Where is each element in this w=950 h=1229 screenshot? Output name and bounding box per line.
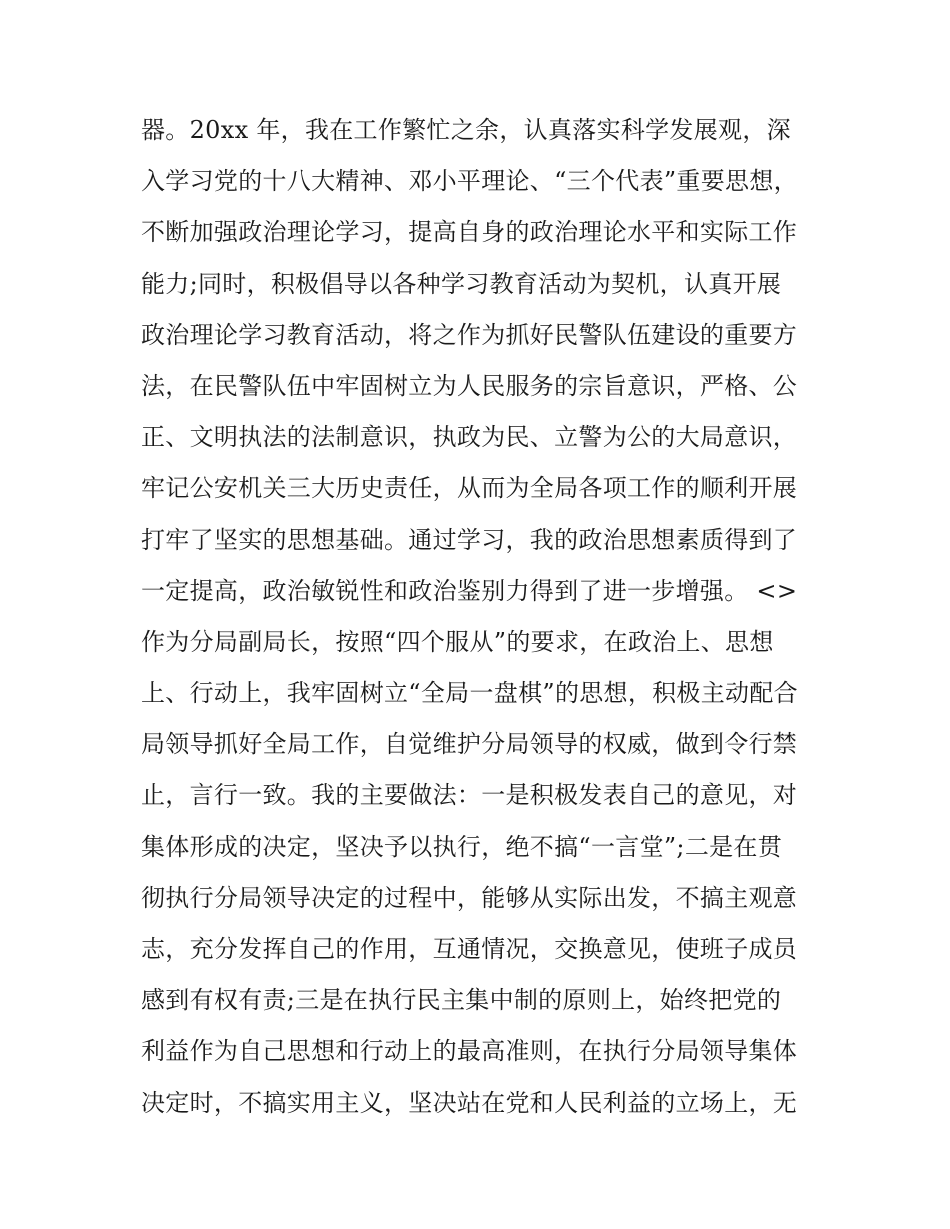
text-line: 志，充分发挥自己的作用，互通情况，交换意见，使班子成员 — [141, 935, 798, 963]
text-line: 政治理论学习教育活动，将之作为抓好民警队伍建设的重要方 — [141, 320, 798, 349]
text-line: 牢记公安机关三大历史责任，从而为全局各项工作的顺利开展 — [141, 474, 798, 503]
text-line: 器。20xx 年，我在工作繁忙之余，认真落实科学发展观，深 — [141, 116, 791, 144]
text-line: 决定时，不搞实用主义，坚决站在党和人民利益的立场上，无 — [141, 1088, 798, 1117]
text-line: 法，在民警队伍中牢固树立为人民服务的宗旨意识，严格、公 — [141, 371, 798, 400]
text-line: 感到有权有责;三是在执行民主集中制的原则上，始终把党的 — [141, 986, 782, 1015]
text-line: 正、文明执法的法制意识，执政为民、立警为公的大局意识， — [141, 423, 798, 452]
text-line: 入学习党的十八大精神、邓小平理论、“三个代表”重要思想， — [141, 167, 798, 196]
text-line: 不断加强政治理论学习，提高自身的政治理论水平和实际工作 — [141, 218, 798, 247]
body-text — [141, 105, 821, 1129]
text-line: 上、行动上，我牢固树立“全局一盘棋”的思想，积极主动配合 — [141, 679, 798, 708]
text-line: 一定提高，政治敏锐性和政治鉴别力得到了进一步增强。 <> — [141, 576, 798, 605]
text-line: 彻执行分局领导决定的过程中，能够从实际出发，不搞主观意 — [141, 883, 798, 912]
text-line: 止，言行一致。我的主要做法：一是积极发表自己的意见，对 — [141, 781, 798, 810]
text-line: 集体形成的决定，坚决予以执行，绝不搞“一言堂”;二是在贯 — [141, 832, 783, 861]
text-line: 利益作为自己思想和行动上的最高准则，在执行分局领导集体 — [141, 1037, 798, 1066]
text-line: 局领导抓好全局工作，自觉维护分局领导的权威，做到令行禁 — [141, 730, 798, 759]
text-line: 能力;同时，积极倡导以各种学习教育活动为契机，认真开展 — [141, 269, 782, 298]
text-line: 打牢了坚实的思想基础。通过学习，我的政治思想素质得到了 — [141, 525, 798, 554]
text-line: 作为分局副局长，按照“四个服从”的要求，在政治上、思想 — [141, 627, 774, 656]
